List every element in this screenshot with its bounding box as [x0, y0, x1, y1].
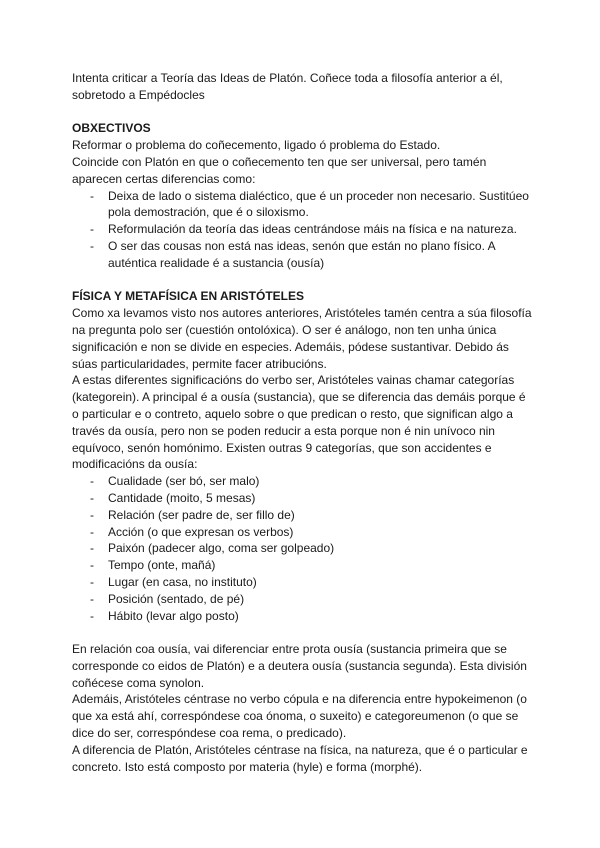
dash-bullet: -: [90, 507, 94, 522]
list-item-text: Cantidade (moito, 5 mesas): [108, 490, 256, 505]
obxectivos-paragraph-1: Reformar o problema do coñecemento, ligado ó problema do Estado.: [72, 138, 441, 153]
list-item: [72, 473, 532, 490]
dash-bullet: -: [90, 238, 94, 253]
section-heading-fisica: FÍSICA Y METAFÍSICA EN ARISTÓTELES: [72, 289, 305, 304]
list-item-text: Hábito (levar algo posto): [108, 608, 239, 623]
dash-bullet: -: [90, 591, 94, 606]
fisica-paragraph-1: Como xa levamos visto nos autores anteriores, Aristóteles tamén centra a súa filosofía na pregunta polo ser (cuestión ontolóxica). O ser é análogo, non ten unha única significación e non se divide en especies. Ademáis, pódese sustantivar. Debido ás súas particularidades, permite facer atribucións.: [72, 306, 532, 371]
section-heading-obxectivos: OBXECTIVOS: [72, 121, 151, 136]
list-item: [72, 238, 532, 272]
list-item-text: Cualidade (ser bó, ser malo): [108, 474, 260, 489]
list-item: [72, 608, 532, 625]
fisica-paragraph-2: A estas diferentes significacións do verbo ser, Aristóteles vainas chamar categorías (kategorein). A principal é a ousía (sustancia), que se diferencia das demáis porque é o particular e o contreto, aquelo sobre o que predican o resto, que significan algo a través da ousía, pero non se poden reducir a esta porque non é nin unívoco nin equívoco, senón homónimo. Existen outras 9 categorías, que son accidentes e modificacións da ousía:: [72, 373, 526, 472]
list-item: [72, 507, 532, 524]
obxectivos-list: [72, 188, 532, 272]
list-item: [72, 574, 532, 591]
fisica-paragraph-3: En relación coa ousía, vai diferenciar entre prota ousía (sustancia primeira que se corresponde co eidos de Platón) e a deutera ousía (sustancia segunda). Esta división coñécese coma synolon.: [72, 642, 527, 690]
spacer: [72, 272, 532, 289]
list-item-text: Posición (sentado, de pé): [108, 591, 245, 606]
intro-paragraph: Intenta criticar a Teoría das Ideas de Platón. Coñece toda a filosofía anterior a él, sobretodo a Empédocles: [72, 71, 503, 102]
dash-bullet: -: [90, 222, 94, 237]
fisica-paragraph-5: A diferencia de Platón, Aristóteles céntrase na física, na natureza, que é o particular e concreto. Isto está composto por materia (hyle) e forma (morphé).: [72, 742, 528, 774]
list-item-text: Lugar (en casa, no instituto): [108, 574, 257, 589]
list-item-text: Tempo (onte, mañá): [108, 558, 216, 573]
list-item: [72, 188, 532, 222]
list-item: [72, 221, 532, 238]
list-item: [72, 524, 532, 541]
list-item: [72, 557, 532, 574]
list-item-text: Deixa de lado o sistema dialéctico, que é un proceder non necesario. Sustitúeo pola demostración, que é o siloxismo.: [108, 188, 529, 220]
dash-bullet: -: [90, 541, 94, 556]
list-item-text: Paixón (padecer algo, coma ser golpeado): [108, 541, 335, 556]
dash-bullet: -: [90, 490, 94, 505]
categories-list: [72, 473, 532, 624]
list-item: [72, 490, 532, 507]
list-item-text: Acción (o que expresan os verbos): [108, 524, 294, 539]
dash-bullet: -: [90, 574, 94, 589]
dash-bullet: -: [90, 524, 94, 539]
list-item: [72, 540, 532, 557]
fisica-paragraph-4: Ademáis, Aristóteles céntrase no verbo cópula e na diferencia entre hypokeimenon (o que xa está ahí, correspóndese coa ónoma, o suxeito) e categoreumenon (o que se dice do ser, correspóndese coa rema, o predicado).: [72, 692, 527, 741]
spacer: [72, 104, 532, 121]
dash-bullet: -: [90, 558, 94, 573]
spacer: [72, 624, 532, 641]
obxectivos-paragraph-2: Coincide con Platón en que o coñecemento ten que ser universal, pero tamén aparecen certas diferencias como:: [72, 154, 487, 186]
dash-bullet: -: [90, 608, 94, 623]
dash-bullet: -: [90, 188, 94, 203]
dash-bullet: -: [90, 474, 94, 489]
list-item: [72, 591, 532, 608]
list-item-text: Reformulación da teoría das ideas centrándose máis na física e na natureza.: [108, 222, 517, 237]
list-item-text: Relación (ser padre de, ser fillo de): [108, 507, 295, 522]
list-item-text: O ser das cousas non está nas ideas, senón que están no plano físico. A auténtica realidade é a sustancia (ousía): [108, 238, 495, 270]
document-page: [72, 70, 532, 775]
